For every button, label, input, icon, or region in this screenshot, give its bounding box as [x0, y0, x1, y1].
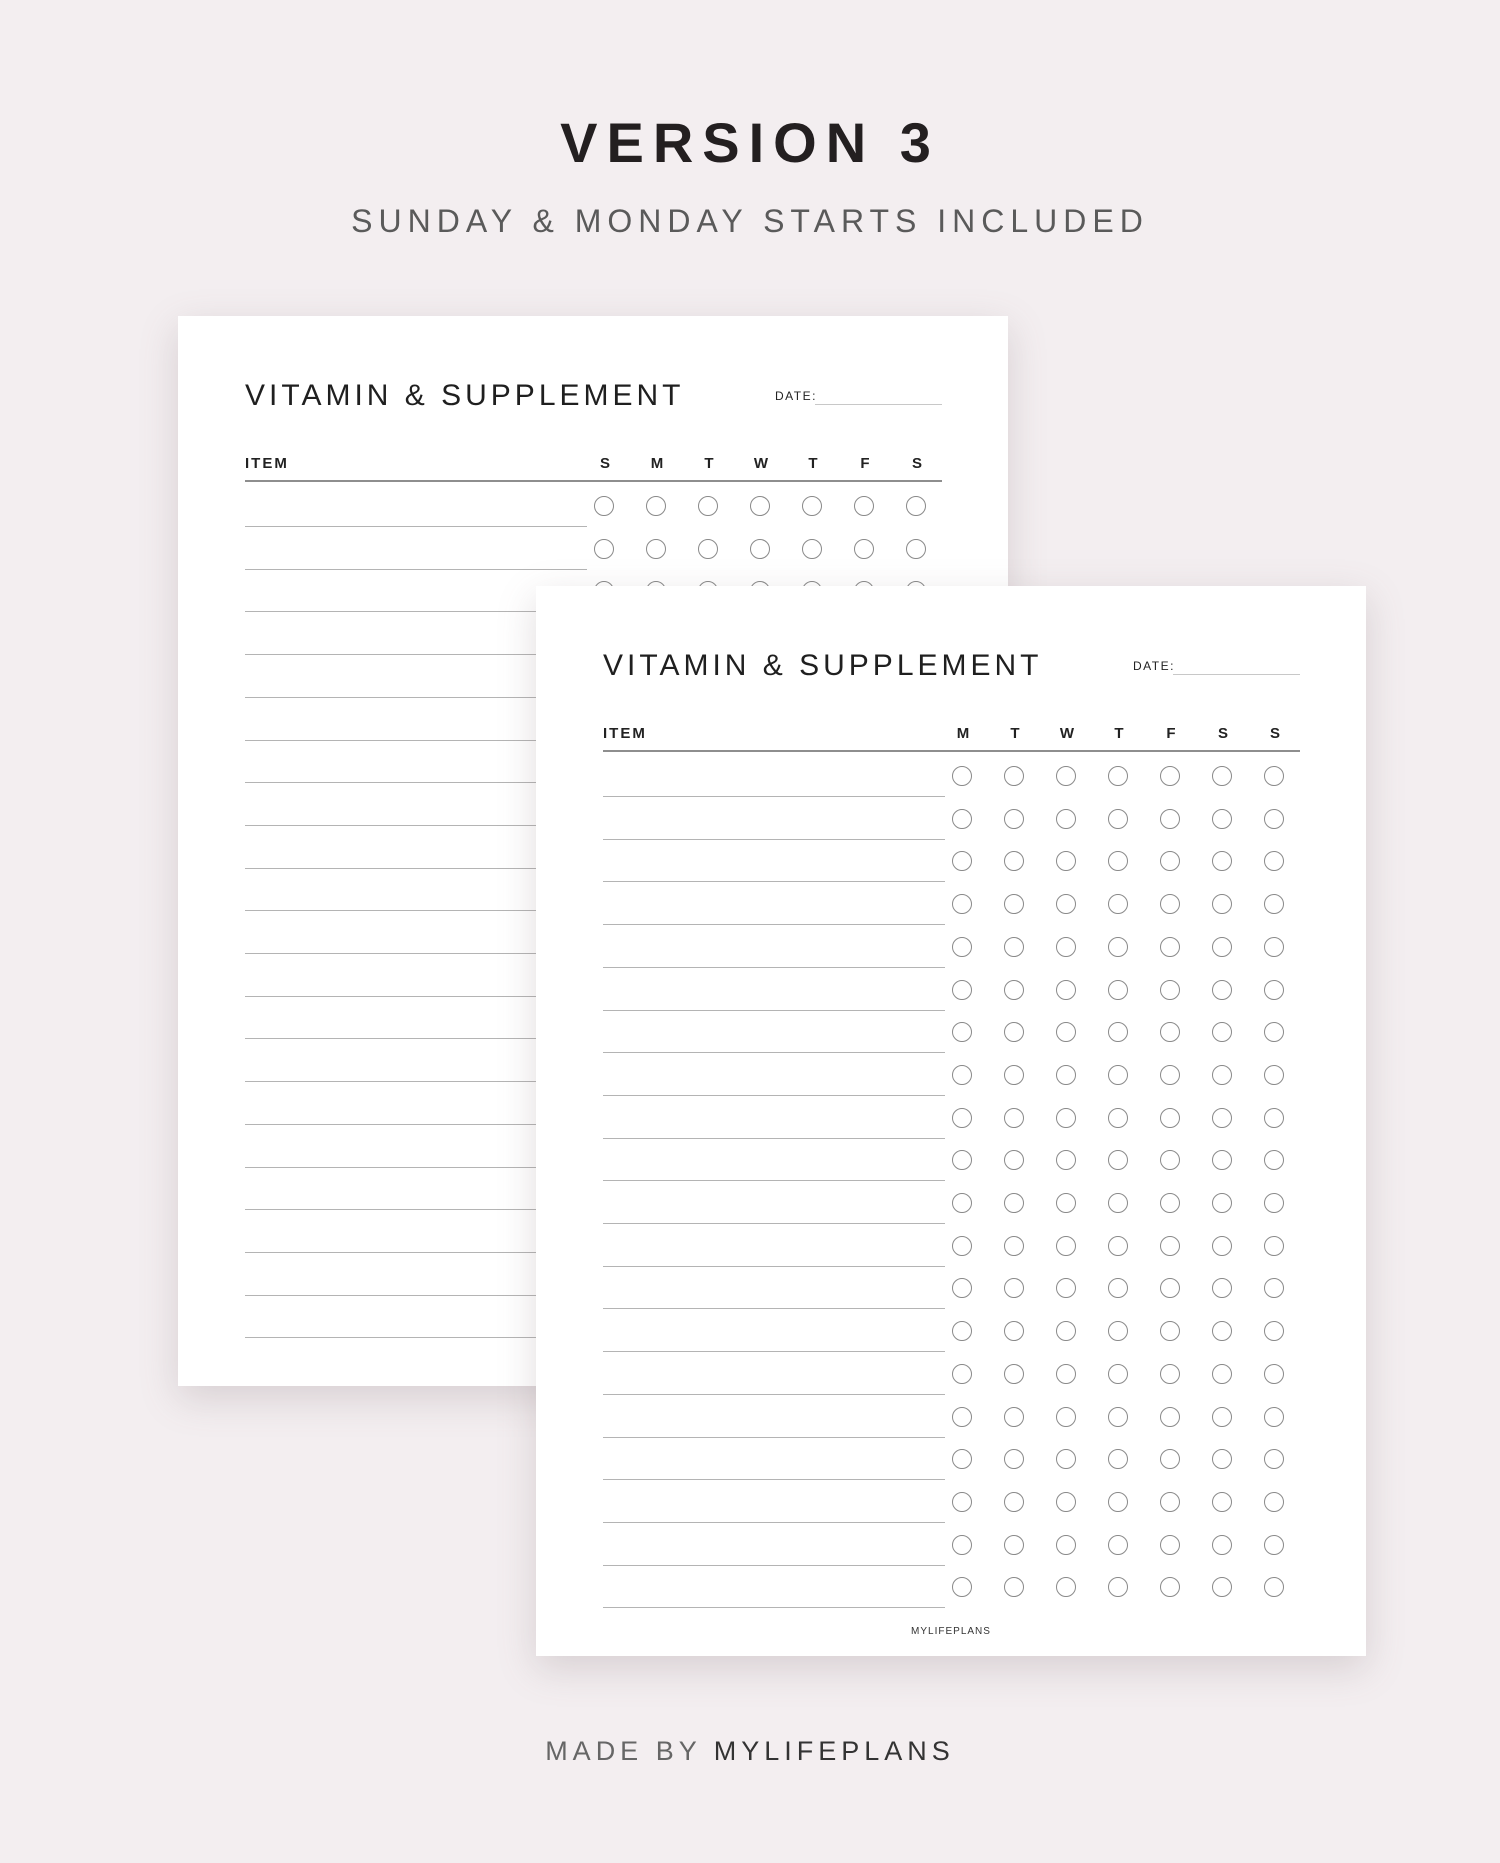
day-checkbox-circle[interactable] [1212, 1022, 1232, 1042]
day-checkbox-circle[interactable] [1264, 1407, 1284, 1427]
day-checkbox-circle[interactable] [952, 1535, 972, 1555]
item-entry-line[interactable] [603, 1565, 945, 1566]
day-checkbox-circle[interactable] [1160, 1364, 1180, 1384]
day-checkbox-circle[interactable] [1108, 1236, 1128, 1256]
day-checkbox-circle[interactable] [1160, 1236, 1180, 1256]
day-checkbox-circle[interactable] [1108, 1577, 1128, 1597]
item-entry-line[interactable] [603, 839, 945, 840]
day-checkbox-circle[interactable] [802, 539, 822, 559]
day-checkbox-circle[interactable] [906, 496, 926, 516]
item-entry-line[interactable] [603, 1095, 945, 1096]
day-checkbox-circle[interactable] [1264, 1193, 1284, 1213]
day-checkbox-circle[interactable] [594, 539, 614, 559]
item-entry-line[interactable] [603, 1180, 945, 1181]
day-checkbox-circle[interactable] [1264, 1022, 1284, 1042]
day-checkbox-circle[interactable] [646, 539, 666, 559]
day-checkbox-circle[interactable] [1108, 809, 1128, 829]
day-checkbox-circle[interactable] [1212, 766, 1232, 786]
day-checkbox-circle[interactable] [952, 1321, 972, 1341]
day-checkbox-circle[interactable] [1160, 1022, 1180, 1042]
day-checkbox-circle[interactable] [952, 1407, 972, 1427]
day-checkbox-circle[interactable] [1160, 894, 1180, 914]
day-checkbox-circle[interactable] [952, 1193, 972, 1213]
day-checkbox-circle[interactable] [1264, 1150, 1284, 1170]
day-checkbox-circle[interactable] [1108, 1193, 1128, 1213]
day-checkbox-circle[interactable] [1264, 1278, 1284, 1298]
day-checkbox-circle[interactable] [952, 1108, 972, 1128]
day-checkbox-circle[interactable] [1160, 1278, 1180, 1298]
day-checkbox-circle[interactable] [1212, 1364, 1232, 1384]
day-header-5: F [1166, 725, 1176, 742]
day-checkbox-circle[interactable] [1264, 980, 1284, 1000]
day-checkbox-circle[interactable] [1004, 1278, 1024, 1298]
day-checkbox-circle[interactable] [1004, 1364, 1024, 1384]
day-checkbox-circle[interactable] [1160, 766, 1180, 786]
day-checkbox-circle[interactable] [1264, 1065, 1284, 1085]
day-checkbox-circle[interactable] [698, 496, 718, 516]
day-checkbox-circle[interactable] [1160, 1577, 1180, 1597]
day-checkbox-circle[interactable] [1212, 1321, 1232, 1341]
item-entry-line[interactable] [603, 881, 945, 882]
day-checkbox-circle[interactable] [1004, 766, 1024, 786]
item-entry-line[interactable] [245, 526, 587, 527]
day-checkbox-circle[interactable] [646, 496, 666, 516]
day-checkbox-circle[interactable] [698, 539, 718, 559]
day-checkbox-circle[interactable] [1264, 1535, 1284, 1555]
day-header-5: T [808, 455, 818, 472]
day-checkbox-circle[interactable] [1004, 1321, 1024, 1341]
date-label: DATE: [775, 389, 817, 403]
item-column-header: ITEM [603, 725, 647, 742]
day-checkbox-circle[interactable] [1108, 1535, 1128, 1555]
day-checkbox-circle[interactable] [906, 539, 926, 559]
day-checkbox-circle[interactable] [1264, 1108, 1284, 1128]
day-checkbox-circle[interactable] [1160, 980, 1180, 1000]
sheet-title: VITAMIN & SUPPLEMENT [603, 649, 1043, 682]
day-checkbox-circle[interactable] [1108, 1364, 1128, 1384]
day-checkbox-circle[interactable] [1004, 1108, 1024, 1128]
day-checkbox-circle[interactable] [1212, 1577, 1232, 1597]
footer-prefix: MADE BY [545, 1736, 702, 1766]
day-checkbox-circle[interactable] [1004, 1577, 1024, 1597]
day-checkbox-circle[interactable] [1108, 1407, 1128, 1427]
day-checkbox-circle[interactable] [1108, 766, 1128, 786]
day-checkbox-circle[interactable] [1056, 1407, 1076, 1427]
page-footer [0, 1736, 1500, 1767]
day-checkbox-circle[interactable] [1108, 1321, 1128, 1341]
day-checkbox-circle[interactable] [1160, 1407, 1180, 1427]
day-checkbox-circle[interactable] [1056, 766, 1076, 786]
day-checkbox-circle[interactable] [952, 1577, 972, 1597]
day-checkbox-circle[interactable] [1160, 1108, 1180, 1128]
day-header-3: W [1059, 725, 1075, 742]
day-checkbox-circle[interactable] [952, 1150, 972, 1170]
day-checkbox-circle[interactable] [594, 496, 614, 516]
day-header-7: S [911, 455, 922, 472]
day-checkbox-circle[interactable] [1056, 937, 1076, 957]
day-checkbox-circle[interactable] [1004, 1407, 1024, 1427]
day-checkbox-circle[interactable] [1004, 1150, 1024, 1170]
day-checkbox-circle[interactable] [1108, 894, 1128, 914]
day-checkbox-circle[interactable] [1108, 1492, 1128, 1512]
item-entry-line[interactable] [603, 924, 945, 925]
day-checkbox-circle[interactable] [952, 980, 972, 1000]
day-checkbox-circle[interactable] [1264, 1577, 1284, 1597]
day-checkbox-circle[interactable] [1004, 1236, 1024, 1256]
day-checkbox-circle[interactable] [1056, 894, 1076, 914]
day-checkbox-circle[interactable] [1264, 1236, 1284, 1256]
day-checkbox-circle[interactable] [1160, 1449, 1180, 1469]
day-checkbox-circle[interactable] [1264, 937, 1284, 957]
day-checkbox-circle[interactable] [1160, 1150, 1180, 1170]
day-checkbox-circle[interactable] [1212, 1278, 1232, 1298]
day-checkbox-circle[interactable] [1056, 809, 1076, 829]
day-checkbox-circle[interactable] [1108, 1150, 1128, 1170]
day-checkbox-circle[interactable] [1056, 1065, 1076, 1085]
day-checkbox-circle[interactable] [1004, 894, 1024, 914]
day-checkbox-circle[interactable] [1212, 851, 1232, 871]
day-checkbox-circle[interactable] [1108, 1065, 1128, 1085]
date-label: DATE: [1133, 659, 1175, 673]
item-entry-line[interactable] [603, 1607, 945, 1608]
day-checkbox-circle[interactable] [1160, 851, 1180, 871]
day-checkbox-circle[interactable] [1212, 1407, 1232, 1427]
day-checkbox-circle[interactable] [1056, 1278, 1076, 1298]
day-checkbox-circle[interactable] [802, 496, 822, 516]
day-checkbox-circle[interactable] [952, 1449, 972, 1469]
day-checkbox-circle[interactable] [1264, 1449, 1284, 1469]
header-rule [603, 750, 1300, 752]
item-entry-line[interactable] [603, 1522, 945, 1523]
day-checkbox-circle[interactable] [1108, 937, 1128, 957]
day-checkbox-circle[interactable] [1004, 1065, 1024, 1085]
day-checkbox-circle[interactable] [952, 1236, 972, 1256]
day-checkbox-circle[interactable] [1056, 980, 1076, 1000]
day-checkbox-circle[interactable] [952, 1492, 972, 1512]
day-checkbox-circle[interactable] [952, 1022, 972, 1042]
day-checkbox-circle[interactable] [952, 1364, 972, 1384]
day-checkbox-circle[interactable] [952, 1278, 972, 1298]
day-checkbox-circle[interactable] [1212, 1236, 1232, 1256]
monday-start-sheet [536, 586, 1366, 1656]
day-checkbox-circle[interactable] [1264, 894, 1284, 914]
day-header-4: W [753, 455, 769, 472]
day-header-2: M [650, 455, 664, 472]
day-checkbox-circle[interactable] [1056, 1108, 1076, 1128]
day-checkbox-circle[interactable] [1056, 1535, 1076, 1555]
day-checkbox-circle[interactable] [1004, 980, 1024, 1000]
item-entry-line[interactable] [603, 1138, 945, 1139]
day-checkbox-circle[interactable] [1056, 1364, 1076, 1384]
day-checkbox-circle[interactable] [1108, 980, 1128, 1000]
item-entry-line[interactable] [603, 1010, 945, 1011]
day-checkbox-circle[interactable] [1264, 1321, 1284, 1341]
item-entry-line[interactable] [603, 1351, 945, 1352]
day-checkbox-circle[interactable] [1212, 1449, 1232, 1469]
day-checkbox-circle[interactable] [1056, 1492, 1076, 1512]
day-checkbox-circle[interactable] [1160, 1535, 1180, 1555]
date-field-line [1173, 674, 1300, 675]
day-checkbox-circle[interactable] [1212, 937, 1232, 957]
day-header-7: S [1269, 725, 1280, 742]
day-checkbox-circle[interactable] [1108, 1108, 1128, 1128]
day-checkbox-circle[interactable] [1056, 1577, 1076, 1597]
day-checkbox-circle[interactable] [1264, 809, 1284, 829]
day-checkbox-circle[interactable] [750, 539, 770, 559]
day-checkbox-circle[interactable] [952, 809, 972, 829]
sheet-title: VITAMIN & SUPPLEMENT [245, 379, 685, 412]
item-entry-line[interactable] [603, 1479, 945, 1480]
day-checkbox-circle[interactable] [1108, 1449, 1128, 1469]
day-header-4: T [1114, 725, 1124, 742]
day-checkbox-circle[interactable] [1264, 1364, 1284, 1384]
day-header-2: T [1010, 725, 1020, 742]
day-checkbox-circle[interactable] [1056, 1150, 1076, 1170]
date-field-line [815, 404, 942, 405]
day-checkbox-circle[interactable] [1264, 851, 1284, 871]
day-checkbox-circle[interactable] [1160, 937, 1180, 957]
day-checkbox-circle[interactable] [1004, 1193, 1024, 1213]
day-checkbox-circle[interactable] [1212, 980, 1232, 1000]
day-checkbox-circle[interactable] [1056, 1449, 1076, 1469]
day-header-6: S [1217, 725, 1228, 742]
item-entry-line[interactable] [603, 1308, 945, 1309]
day-checkbox-circle[interactable] [1056, 1193, 1076, 1213]
item-column-header: ITEM [245, 455, 289, 472]
day-checkbox-circle[interactable] [1108, 1278, 1128, 1298]
item-entry-line[interactable] [245, 569, 587, 570]
page-subheading: SUNDAY & MONDAY STARTS INCLUDED [351, 203, 1149, 239]
day-checkbox-circle[interactable] [1264, 1492, 1284, 1512]
day-checkbox-circle[interactable] [1004, 1492, 1024, 1512]
item-entry-line[interactable] [603, 1394, 945, 1395]
day-checkbox-circle[interactable] [1212, 1492, 1232, 1512]
day-header-6: F [860, 455, 870, 472]
day-checkbox-circle[interactable] [952, 937, 972, 957]
item-entry-line[interactable] [603, 1052, 945, 1053]
day-checkbox-circle[interactable] [1108, 851, 1128, 871]
day-checkbox-circle[interactable] [1056, 1236, 1076, 1256]
day-checkbox-circle[interactable] [1160, 1065, 1180, 1085]
day-checkbox-circle[interactable] [1264, 766, 1284, 786]
day-checkbox-circle[interactable] [854, 496, 874, 516]
day-checkbox-circle[interactable] [1160, 809, 1180, 829]
item-entry-line[interactable] [603, 1266, 945, 1267]
item-entry-line[interactable] [603, 967, 945, 968]
header-rule [245, 480, 942, 482]
day-checkbox-circle[interactable] [1160, 1193, 1180, 1213]
sheet-footer-brand: MYLIFEPLANS [911, 1626, 991, 1637]
day-checkbox-circle[interactable] [854, 539, 874, 559]
day-header-1: M [956, 725, 970, 742]
day-checkbox-circle[interactable] [1004, 809, 1024, 829]
day-checkbox-circle[interactable] [952, 894, 972, 914]
day-header-1: S [599, 455, 610, 472]
day-checkbox-circle[interactable] [750, 496, 770, 516]
day-checkbox-circle[interactable] [1212, 1150, 1232, 1170]
day-checkbox-circle[interactable] [1212, 1065, 1232, 1085]
page-heading: VERSION 3 [560, 111, 940, 174]
day-checkbox-circle[interactable] [1108, 1022, 1128, 1042]
day-checkbox-circle[interactable] [952, 851, 972, 871]
day-checkbox-circle[interactable] [952, 1065, 972, 1085]
day-checkbox-circle[interactable] [1212, 894, 1232, 914]
item-entry-line[interactable] [603, 796, 945, 797]
day-checkbox-circle[interactable] [1212, 1108, 1232, 1128]
day-header-3: T [704, 455, 714, 472]
item-entry-line[interactable] [603, 1223, 945, 1224]
day-checkbox-circle[interactable] [1212, 1535, 1232, 1555]
day-checkbox-circle[interactable] [1160, 1321, 1180, 1341]
day-checkbox-circle[interactable] [1004, 1022, 1024, 1042]
day-checkbox-circle[interactable] [1212, 809, 1232, 829]
day-checkbox-circle[interactable] [1004, 937, 1024, 957]
day-checkbox-circle[interactable] [952, 766, 972, 786]
day-checkbox-circle[interactable] [1160, 1492, 1180, 1512]
day-checkbox-circle[interactable] [1004, 1535, 1024, 1555]
day-checkbox-circle[interactable] [1212, 1193, 1232, 1213]
item-entry-line[interactable] [603, 1437, 945, 1438]
day-checkbox-circle[interactable] [1056, 1022, 1076, 1042]
footer-brand: MYLIFEPLANS [713, 1736, 955, 1766]
day-checkbox-circle[interactable] [1004, 851, 1024, 871]
day-checkbox-circle[interactable] [1056, 1321, 1076, 1341]
day-checkbox-circle[interactable] [1056, 851, 1076, 871]
day-checkbox-circle[interactable] [1004, 1449, 1024, 1469]
